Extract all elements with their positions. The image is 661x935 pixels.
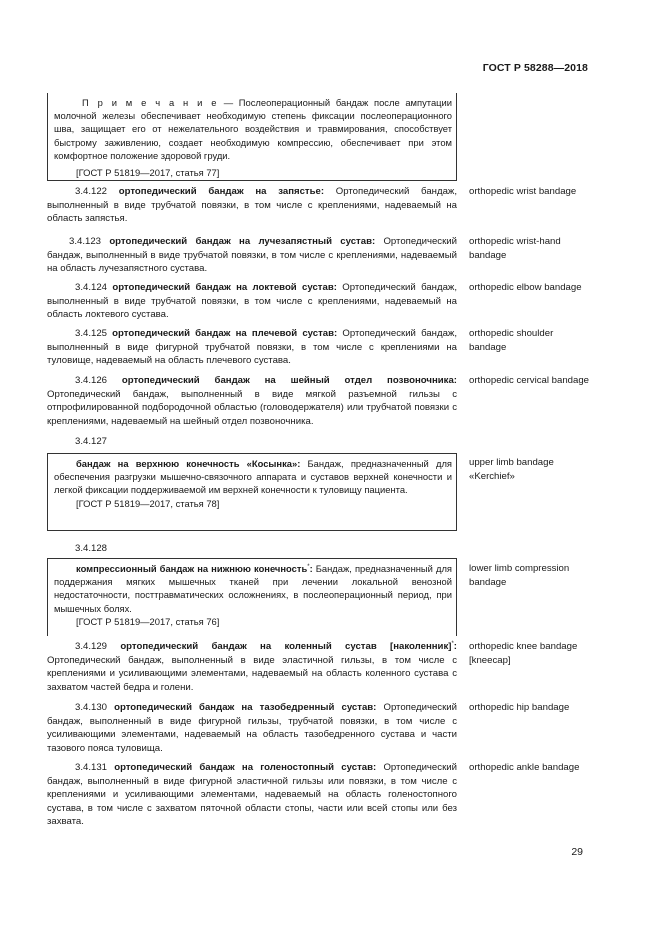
entry-definition: Ортопедический бандаж, выполненный в виде фигурной трубчатой повязки, в том числе с креплениями на туловище, надеваемый на область плечевого сустава. [47, 328, 457, 367]
note-label: П р и м е ч а н и е [82, 97, 219, 108]
footnote-mark: * [451, 640, 454, 647]
term-entry-3-4-131 [47, 761, 457, 829]
term-entry-3-4-124 [47, 281, 457, 322]
term-box-3-4-128: компрессионный бандаж на нижнюю конечность*: Бандаж, предназначенный для поддержания мягких мышечных тканей при лечении локальной венозной недостаточности, посттравматических осложнениях, в послеоперационный период, при мышечных болях. [ГОСТ Р 51819—2017, статья 76] [47, 558, 457, 636]
entry-definition: Бандаж, предназначенный для обеспечения разгрузки мышечно-связочного аппарата и суставов верхней конечности и легкой фиксации поддерживаемой им верхней конечности к туловищу пациента. [54, 458, 452, 496]
term-entry-3-4-125 [47, 327, 457, 368]
entry-definition: Ортопедический бандаж, выполненный в виде трубчатой повязки, в том числе с креплениями, надеваемый на область запястья. [47, 186, 457, 225]
entry-term: компрессионный бандаж на нижнюю конечность [76, 563, 308, 574]
entry-term: ортопедический бандаж на голеностопный сустав: [114, 762, 377, 773]
entry-definition: Ортопедический бандаж, выполненный в виде фигурной эластичной гильзы или повязки, в том числе с креплениями и усиливающими элементами, надеваемый на область голеностопного сустава, в том числе с захватом пяточной области стопы, части или всей стопы или без захвата. [47, 762, 457, 828]
entry-definition: Ортопедический бандаж, выполненный в виде трубчатой повязки, в том числе с креплениями, надеваемый на область локтевого сустава. [47, 282, 457, 321]
note-box [47, 93, 457, 181]
english-term: orthopedic ankle bandage [469, 762, 580, 773]
english-term: orthopedic elbow bandage [469, 282, 582, 293]
entry-term: ортопедический бандаж на шейный отдел позвоночника: [121, 375, 457, 386]
entry-reference: [ГОСТ Р 51819—2017, статья 76] [76, 615, 220, 627]
entry-number: 3.4.126 [75, 375, 108, 386]
entry-definition: Ортопедический бандаж, выполненный в виде трубчатой повязки, в том числе с креплениями, надеваемый на область лучезапястного сустава. [47, 236, 457, 275]
english-term: orthopedic shoulder bandage [469, 328, 554, 353]
entry-term: ортопедический бандаж на плечевой сустав: [112, 328, 338, 339]
entry-term: ортопедический бандаж на коленный сустав [наколенник] [120, 641, 452, 652]
entry-number: 3.4.129 [75, 641, 108, 652]
entry-number: 3.4.130 [75, 702, 108, 713]
entry-number: 3.4.123 [69, 236, 102, 247]
entry-number: 3.4.125 [75, 328, 108, 339]
english-term: upper limb bandage «Kerchief» [469, 457, 554, 482]
entry-reference: [ГОСТ Р 51819—2017, статья 78] [76, 497, 220, 509]
english-term: orthopedic knee bandage [kneecap] [469, 641, 578, 666]
entry-term: ортопедический бандаж на локтевой сустав: [112, 282, 337, 293]
english-term: orthopedic cervical bandage [469, 375, 590, 386]
entry-number: 3.4.122 [75, 186, 108, 197]
entry-number: 3.4.131 [75, 762, 108, 773]
entry-term: ортопедический бандаж на тазобедренный сустав: [114, 702, 377, 713]
entry-number: 3.4.127 [75, 436, 108, 447]
entry-definition: Бандаж, предназначенный для поддержания мягких мышечных тканей при лечении локальной венозной недостаточности, посттравматических осложнениях, в послеоперационный период, при мышечных болях. [54, 563, 452, 614]
english-term: orthopedic wrist-hand bandage [469, 236, 561, 261]
note-reference: [ГОСТ Р 51819—2017, статья 77] [76, 167, 220, 179]
entry-term: ортопедический бандаж на лучезапястный сустав: [109, 236, 376, 247]
note-text: — Послеоперационный бандаж после ампутации молочной железы обеспечивает необходимую степень фиксации послеоперационного шва, защищает его от нежелательного воздействия и травмирования, способствует быстрому заживлению, создает необходимую компрессию, обеспечивает при этом комфортное положение здоровой груди. [54, 97, 453, 161]
entry-number: 3.4.128 [75, 543, 108, 554]
standard-designation: ГОСТ Р 58288—2018 [482, 62, 588, 74]
entry-definition: Ортопедический бандаж, выполненный в виде эластичной гильзы, в том числе с креплениями и усиливающими элементами, надеваемый на область коленного сустава с захватом частей бедра и голени. [47, 654, 457, 693]
english-term: orthopedic hip bandage [469, 702, 570, 713]
term-entry-3-4-122 [47, 185, 457, 226]
footnote-mark: * [307, 563, 310, 570]
english-term: lower limb compression bandage [469, 563, 570, 588]
entry-definition: Ортопедический бандаж, выполненный в виде фигурной гильзы, трубчатой повязки, в том числе с усиливающими элементами, надеваемый на область тазобедренного сустава и части тазового пояса туловища. [47, 702, 458, 754]
entry-definition: Ортопедический бандаж, выполненный в виде мягкой разъемной гильзы с отпрофилированной подбородочной областью (головодержателя) или трубчатой повязки с креплениями, надеваемый на шейный отдел позвоночника. [47, 388, 457, 427]
term-entry-3-4-129: 3.4.129 ортопедический бандаж на коленный сустав [наколенник]*: Ортопедический бандаж, выполненный в виде эластичной гильзы, в том числе с креплениями и усиливающими элементами, надеваемый на область коленного сустава с захватом частей бедра и голени. [47, 640, 457, 693]
term-entry-3-4-126 [47, 374, 457, 428]
entry-term: ортопедический бандаж на запястье: [118, 186, 325, 197]
entry-term: бандаж на верхнюю конечность «Косынка»: [76, 458, 301, 469]
page-number: 29 [571, 846, 583, 858]
note-paragraph [54, 96, 452, 162]
english-term: orthopedic wrist bandage [469, 186, 577, 197]
term-entry-3-4-130 [47, 701, 457, 755]
term-box-3-4-127 [47, 453, 457, 531]
entry-number: 3.4.124 [75, 282, 108, 293]
term-entry-3-4-123 [47, 235, 457, 276]
